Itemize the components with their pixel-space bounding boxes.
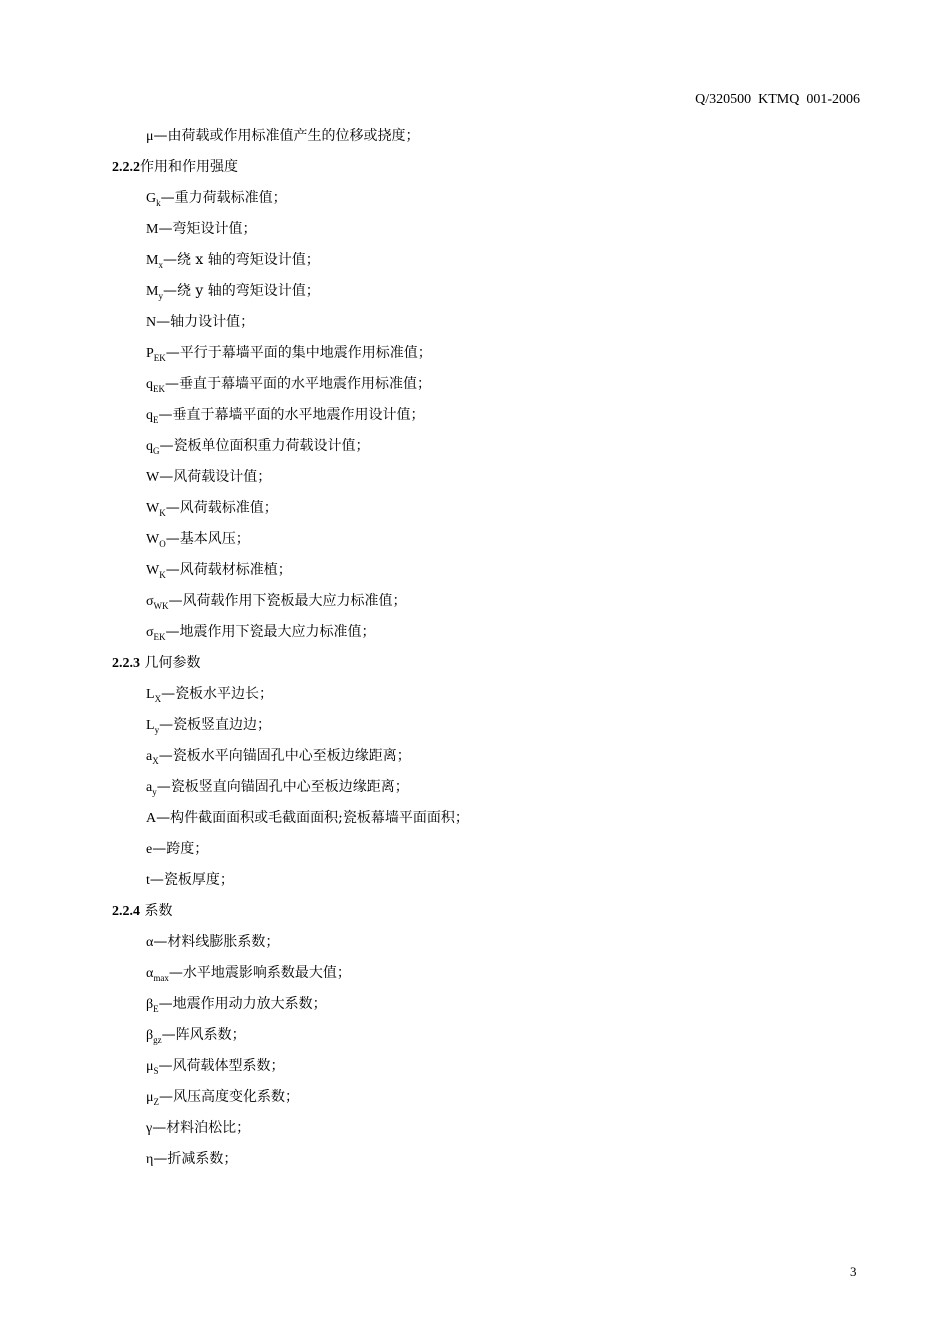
definition-text: —瓷板水平向锚固孔中心至板边缘距离； bbox=[158, 748, 411, 764]
symbol-definition bbox=[146, 1119, 250, 1138]
definition-text: —风荷载体型系数； bbox=[158, 1058, 285, 1074]
definition-text: —瓷板竖直边边； bbox=[159, 717, 272, 733]
symbol-definition bbox=[146, 778, 409, 797]
symbol: η bbox=[146, 1152, 154, 1167]
symbol: μ bbox=[146, 129, 154, 144]
symbol-definition bbox=[146, 406, 425, 425]
symbol-definition bbox=[146, 1088, 299, 1107]
definition-text: —风荷载作用下瓷板最大应力标准值； bbox=[168, 593, 407, 609]
definition-text: —风荷载标准值； bbox=[165, 500, 278, 516]
symbol: σ bbox=[146, 594, 154, 609]
symbol: μ bbox=[146, 1059, 154, 1074]
symbol-subscript: X bbox=[152, 756, 159, 766]
symbol-definition bbox=[146, 840, 208, 859]
symbol: W bbox=[146, 470, 160, 485]
symbol: σ bbox=[146, 625, 154, 640]
symbol-definition bbox=[146, 220, 256, 239]
definition-text: —绕 y 轴的弯矩设计值； bbox=[162, 283, 320, 299]
symbol-definition bbox=[146, 995, 327, 1014]
symbol: W bbox=[146, 501, 160, 516]
definition-text: —瓷板单位面积重力荷载设计值； bbox=[159, 438, 370, 454]
symbol: M bbox=[146, 253, 159, 268]
symbol: q bbox=[146, 408, 153, 423]
symbol: t bbox=[146, 873, 150, 888]
definition-text: —跨度； bbox=[152, 841, 209, 857]
symbol-subscript: EK bbox=[153, 632, 166, 642]
symbol: L bbox=[146, 718, 155, 733]
definition-text: —绕 x 轴的弯矩设计值； bbox=[162, 252, 320, 268]
definition-text: —垂直于幕墙平面的水平地震作用标准值； bbox=[165, 376, 431, 392]
definition-text: —平行于幕墙平面的集中地震作用标准值； bbox=[165, 345, 432, 361]
definition-text: —瓷板水平边长； bbox=[161, 686, 274, 702]
symbol-subscript: Z bbox=[153, 1097, 160, 1107]
symbol: G bbox=[146, 191, 157, 206]
section-title: 几何参数 bbox=[140, 655, 201, 671]
symbol-definition bbox=[146, 375, 431, 394]
symbol-subscript: k bbox=[156, 198, 161, 208]
symbol-subscript: WK bbox=[153, 601, 169, 611]
symbol: M bbox=[146, 222, 159, 237]
page-number: 3 bbox=[850, 1264, 857, 1279]
symbol-definition bbox=[146, 747, 411, 766]
symbol: β bbox=[146, 997, 154, 1012]
symbol: W bbox=[146, 532, 160, 547]
definition-text: —构件截面面积或毛截面面积;瓷板幕墙平面面积； bbox=[156, 810, 469, 826]
symbol-subscript: X bbox=[154, 694, 162, 704]
section-number: 2.2.3 bbox=[112, 656, 140, 671]
definition-text: —风荷载材标准植； bbox=[165, 562, 292, 578]
definition-text: —瓷板厚度； bbox=[149, 872, 234, 888]
symbol-definition bbox=[146, 809, 469, 828]
symbol-subscript: S bbox=[153, 1066, 159, 1076]
symbol-definition bbox=[146, 251, 320, 270]
symbol: q bbox=[146, 377, 153, 392]
section-title: 作用和作用强度 bbox=[140, 159, 238, 175]
symbol-definition bbox=[146, 468, 271, 487]
definition-text: —垂直于幕墙平面的水平地震作用设计值； bbox=[158, 407, 425, 423]
definition-text: —折减系数； bbox=[153, 1151, 238, 1167]
symbol-subscript: EK bbox=[153, 384, 165, 394]
symbol-subscript: E bbox=[153, 1004, 159, 1014]
section-number: 2.2.4 bbox=[112, 904, 140, 919]
definition-text: —风压高度变化系数； bbox=[159, 1089, 300, 1105]
symbol-subscript: max bbox=[153, 973, 169, 983]
symbol: e bbox=[146, 842, 153, 857]
symbol: a bbox=[146, 749, 153, 764]
definition-text: —重力荷载标准值； bbox=[160, 190, 287, 206]
symbol-subscript: O bbox=[159, 539, 166, 549]
symbol-definition bbox=[146, 561, 292, 580]
symbol-subscript: E bbox=[153, 415, 159, 425]
symbol-definition bbox=[146, 189, 287, 208]
definition-text: —风荷载设计值； bbox=[159, 469, 272, 485]
section-heading bbox=[112, 902, 172, 921]
definition-text: —基本风压； bbox=[165, 531, 250, 547]
symbol: P bbox=[146, 346, 154, 361]
symbol: W bbox=[146, 563, 160, 578]
symbol: γ bbox=[146, 1121, 153, 1136]
definition-text: —地震作用动力放大系数； bbox=[158, 996, 327, 1012]
symbol-definition bbox=[146, 313, 254, 332]
definition-text: —地震作用下瓷最大应力标准值； bbox=[165, 624, 376, 640]
symbol-definition bbox=[146, 871, 234, 890]
symbol: M bbox=[146, 284, 159, 299]
symbol-definition bbox=[146, 344, 432, 363]
symbol-definition bbox=[146, 127, 420, 146]
symbol: A bbox=[146, 811, 157, 826]
symbol: α bbox=[146, 966, 154, 981]
section-title: 系数 bbox=[140, 903, 173, 919]
symbol-subscript: gz bbox=[153, 1035, 162, 1045]
section-number: 2.2.2 bbox=[112, 160, 140, 175]
definition-text: —材料泊松比； bbox=[152, 1120, 251, 1136]
definition-text: —由荷载或作用标准值产生的位移或挠度； bbox=[153, 128, 420, 144]
document-code-header: Q/320500 KTMQ 001-2006 bbox=[695, 92, 860, 107]
symbol-definition bbox=[146, 1150, 237, 1169]
symbol-subscript: EK bbox=[153, 353, 166, 363]
symbol: N bbox=[146, 315, 157, 330]
symbol-subscript: y bbox=[152, 787, 157, 797]
symbol-definition bbox=[146, 1057, 285, 1076]
definition-text: —弯矩设计值； bbox=[158, 221, 257, 237]
symbol-subscript: y bbox=[158, 291, 163, 301]
definition-text: —材料线膨胀系数； bbox=[153, 934, 280, 950]
definition-text: —水平地震影响系数最大值； bbox=[168, 965, 351, 981]
symbol-subscript: x bbox=[158, 260, 163, 270]
symbol: α bbox=[146, 935, 154, 950]
definition-text: —轴力设计值； bbox=[156, 314, 255, 330]
symbol-definition bbox=[146, 716, 271, 735]
symbol-definition bbox=[146, 592, 407, 611]
symbol-definition bbox=[146, 1026, 246, 1045]
symbol-definition bbox=[146, 282, 320, 301]
symbol: β bbox=[146, 1028, 154, 1043]
symbol: μ bbox=[146, 1090, 154, 1105]
section-heading bbox=[112, 654, 200, 673]
section-heading bbox=[112, 158, 238, 177]
symbol-subscript: K bbox=[159, 508, 166, 518]
symbol-definition bbox=[146, 623, 376, 642]
symbol-definition bbox=[146, 685, 273, 704]
symbol-definition bbox=[146, 499, 278, 518]
symbol-subscript: K bbox=[159, 570, 166, 580]
symbol-definition bbox=[146, 933, 279, 952]
symbol-definition bbox=[146, 437, 370, 456]
symbol: q bbox=[146, 439, 153, 454]
symbol: a bbox=[146, 780, 153, 795]
symbol: L bbox=[146, 687, 155, 702]
definition-text: —阵风系数； bbox=[161, 1027, 246, 1043]
symbol-definition bbox=[146, 530, 250, 549]
symbol-subscript: y bbox=[154, 725, 160, 735]
symbol-definition bbox=[146, 964, 351, 983]
definition-text: —瓷板竖直向锚固孔中心至板边缘距离； bbox=[156, 779, 409, 795]
symbol-subscript: G bbox=[153, 446, 160, 456]
